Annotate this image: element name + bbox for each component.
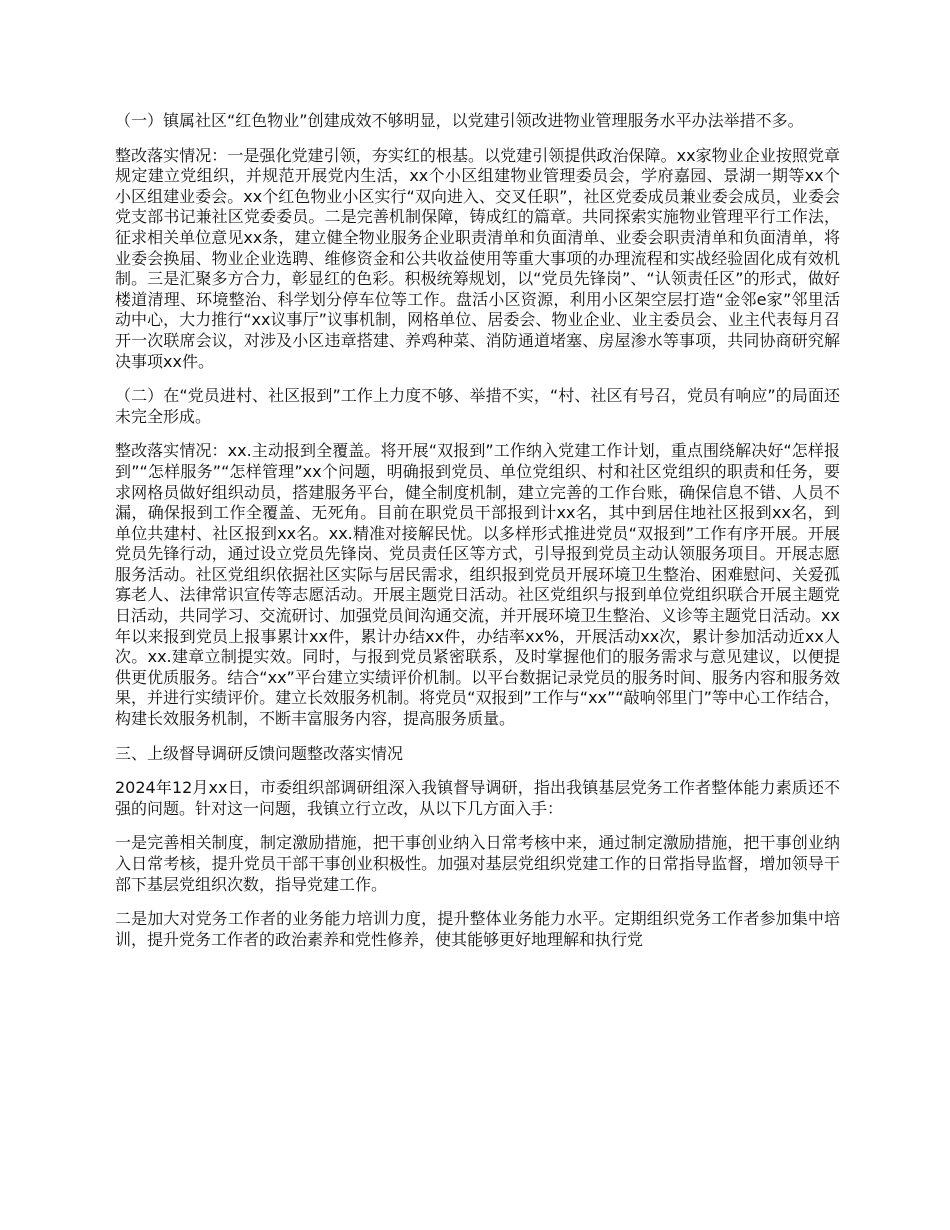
section-1-rectification: 整改落实情况：一是强化党建引领，夯实红的根基。以党建引领提供政治保障。xx家物业企业按照党章规定建立党组织，并规范开展党内生活，xx个小区组建物业管理委员会，学府嘉园、景湖一期等xx个小区组建业委会。xx个红色物业小区实行“双向进入、交叉任职”，社区党委成员兼业委会成员，业委会党支部书记兼社区党委委员。二是完善机制保障，铸成红的篇章。共同探索实施物业管理平行工作法，征求相关单位意见xx条，建立健全物业服务企业职责清单和负面清单、业委会职责清单和负面清单，将业委会换届、物业企业选聘、维修资金和公共收益使用等重大事项的办理流程和实战经验固化成有效机制。三是汇聚多方合力，彰显红的色彩。积极统筹规划，以“党员先锋岗”、“认领责任区”的形式，做好楼道清理、环境整治、科学划分停车位等工作。盘活小区资源，利用小区架空层打造“金邻e家”邻里活动中心，大力推行“xx议事厅”议事机制，网格单位、居委会、物业企业、业主委员会、业主代表每月召开一次联席会议，对涉及小区违章搭建、养鸡种菜、消防通道堵塞、房屋渗水等事项，共同协商研究解决事项xx件。 [115,145,840,371]
section-1-heading: （一）镇属社区“红色物业”创建成效不够明显，以党建引领改进物业管理服务水平办法举措不多。 [115,111,804,130]
section-2-rectification: 整改落实情况：xx.主动报到全覆盖。将开展“双报到”工作纳入党建工作计划，重点围绕解决好“怎样报到”“怎样服务”“怎样管理”xx个问题，明确报到党员、单位党组织、村和社区党组织的职责和任务，要求网格员做好组织动员，搭建服务平台，健全制度机制，建立完善的工作台账，确保信息不错、人员不漏，确保报到工作全覆盖、无死角。目前在职党员干部报到计xx名，其中到居住地社区报到xx名，到单位共建村、社区报到xx名。xx.精准对接解民忧。以多样形式推进党员“双报到”工作有序开展。开展党员先锋行动，通过设立党员先锋岗、党员责任区等方式，引导报到党员主动认领服务项目。开展志愿服务活动。社区党组织依据社区实际与居民需求，组织报到党员开展环境卫生整治、困难慰问、关爱孤寡老人、法律常识宣传等志愿活动。开展主题党日活动。社区党组织与报到单位党组织联合开展主题党日活动，共同学习、交流研讨、加强党员间沟通交流，并开展环境卫生整治、义诊等主题党日活动。xx年以来报到党员上报事累计xx件，累计办结xx件，办结率xx%，开展活动xx次，累计参加活动近xx人次。xx.建章立制提实效。同时，与报到党员紧密联系，及时掌握他们的服务需求与意见建议，以便提供更优质服务。结合“xx”平台建立实绩评价机制。以平台数据记录党员的服务时间、服务内容和服务效果，并进行实绩评价。建立长效服务机制。将党员“双报到”工作与“xx”“敲响邻里门”等中心工作结合，构建长效服务机制，不断丰富服务内容，提高服务质量。 [115,441,840,729]
part-3-intro: 2024年12月xx日，市委组织部调研组深入我镇督导调研，指出我镇基层党务工作者整体能力素质还不强的问题。针对这一问题，我镇立行立改，从以下几方面入手： [115,778,840,818]
part-3-title: 三、上级督导调研反馈问题整改落实情况 [115,743,404,763]
measure-2-paragraph: 二是加大对党务工作者的业务能力培训力度，提升整体业务能力水平。定期组织党务工作者参加集中培训，提升党务工作者的政治素养和党性修养，使其能够更好地理解和执行党 [115,909,840,949]
section-2-heading: （二）在“党员进村、社区报到”工作上力度不够、举措不实，“村、社区有号召，党员有响应”的局面还未完全形成。 [115,386,840,426]
measure-1-paragraph: 一是完善相关制度，制定激励措施，把干事创业纳入日常考核中来，通过制定激励措施，把干事创业纳入日常考核，提升党员干部干事创业积极性。加强对基层党组织党建工作的日常指导监督，增加领导干部下基层党组织次数，指导党建工作。 [115,833,840,894]
document-page [115,111,840,964]
